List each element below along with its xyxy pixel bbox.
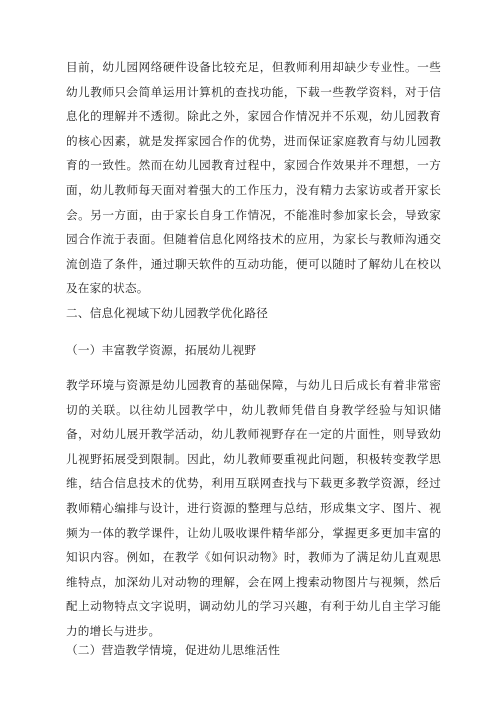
paragraph-intro: 目前，幼儿园网络硬件设备比较充足，但教师利用却缺少专业性。一些幼儿教师只会简单运用计算机的查找功能，下载一些教学资料，对于信息化的理解并不透彻。除此之外，家园合作情况并不乐观，幼儿园教育的核心因素，就是发挥家园合作的优势，进而保证家庭教育与幼儿园教育的一致性。然而在幼儿园教育过程中，家园合作效果并不理想，一方面，幼儿教师每天面对着强大的工作压力，没有精力去家访或者开家长会。另一方面，由于家长自身工作情况，不能准时参加家长会，导致家园合作流于表面。但随着信息化网络技术的应用，为家长与教师沟通交流创造了条件，通过聊天软件的互动功能，便可以随时了解幼儿在校以及在家的状态。 <box>66 60 441 296</box>
subsection-heading-2: （二）营造教学情境，促进幼儿思维活性 <box>66 643 281 657</box>
subsection-heading-1: （一）丰富教学资源，拓展幼儿视野 <box>66 343 257 357</box>
section-heading: 二、信息化视域下幼儿园教学优化路径 <box>66 306 269 320</box>
paragraph-resources: 教学环境与资源是幼儿园教育的基础保障，与幼儿日后成长有着非常密切的关联。以往幼儿园教学中，幼儿教师凭借自身教学经验与知识储备，对幼儿展开教学活动，幼儿教师视野存在一定的片面性，则导致幼儿视野拓展受到限制。因此，幼儿教师要重视此问题，积极转变教学思维，结合信息技术的优势，利用互联网查找与下载更多教学资源，经过教师精心编排与设计，进行资源的整理与总结，形成集文字、图片、视频为一体的教学课件，让幼儿吸收课件精华部分，掌握更多更加丰富的知识内容。例如，在教学《如何识动物》时，教师为了满足幼儿直观思维特点，加深幼儿对动物的理解，会在网上搜索动物图片与视频，然后配上动物特点文字说明，调动幼儿的学习兴趣，有利于幼儿自主学习能力的增长与进步。 <box>66 378 441 638</box>
